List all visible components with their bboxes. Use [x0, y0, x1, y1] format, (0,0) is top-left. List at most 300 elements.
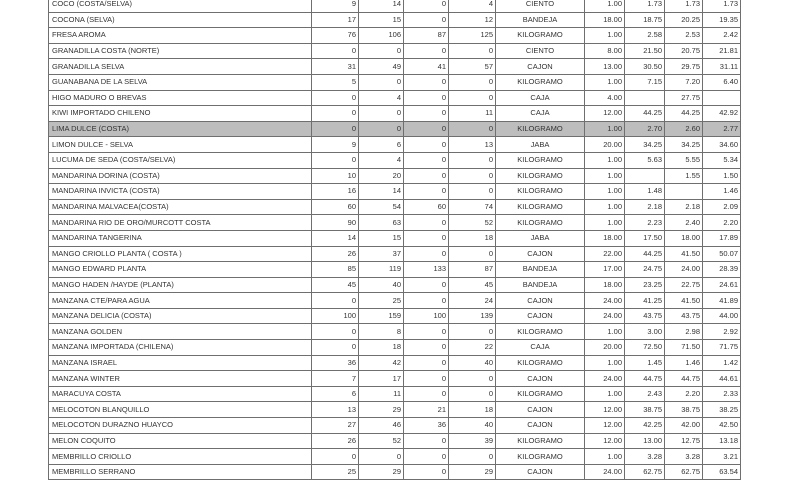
volume-cell-3: 0 — [404, 293, 449, 309]
volume-cell-4: 29 — [449, 464, 496, 480]
price-cell-2: 29.75 — [665, 59, 703, 75]
price-cell-1: 2.18 — [625, 199, 665, 215]
price-cell-1: 2.70 — [625, 121, 665, 137]
price-cell-3: 19.35 — [703, 12, 741, 28]
unit-cell: CAJON — [496, 402, 585, 418]
volume-cell-4: 40 — [449, 418, 496, 434]
volume-cell-3: 0 — [404, 246, 449, 262]
volume-cell-4: 0 — [449, 168, 496, 184]
volume-cell-2: 18 — [359, 340, 404, 356]
table-row — [49, 90, 741, 106]
price-cell-3: 41.89 — [703, 293, 741, 309]
volume-cell-1: 13 — [312, 402, 359, 418]
volume-cell-1: 36 — [312, 355, 359, 371]
table-row — [49, 74, 741, 90]
price-cell-3: 28.39 — [703, 262, 741, 278]
unit-cell: KILOGRAMO — [496, 74, 585, 90]
unit-cell: BANDEJA — [496, 277, 585, 293]
product-name-cell: LUCUMA DE SEDA (COSTA/SELVA) — [49, 152, 312, 168]
volume-cell-1: 16 — [312, 184, 359, 200]
volume-cell-1: 0 — [312, 90, 359, 106]
price-cell-2: 1.46 — [665, 355, 703, 371]
price-cell-1: 1.73 — [625, 0, 665, 12]
price-cell-1: 24.75 — [625, 262, 665, 278]
price-cell-3: 5.34 — [703, 152, 741, 168]
volume-cell-4: 139 — [449, 308, 496, 324]
price-cell-1: 44.75 — [625, 371, 665, 387]
volume-cell-4: 22 — [449, 340, 496, 356]
volume-cell-2: 29 — [359, 402, 404, 418]
volume-cell-2: 0 — [359, 74, 404, 90]
quantity-cell: 24.00 — [585, 293, 625, 309]
volume-cell-3: 0 — [404, 371, 449, 387]
quantity-cell: 20.00 — [585, 340, 625, 356]
volume-cell-1: 0 — [312, 449, 359, 465]
unit-cell: CIENTO — [496, 43, 585, 59]
volume-cell-2: 0 — [359, 449, 404, 465]
volume-cell-3: 0 — [404, 0, 449, 12]
price-cell-1: 62.75 — [625, 464, 665, 480]
table-row — [49, 449, 741, 465]
product-name-cell: MELOCOTON DURAZNO HUAYCO — [49, 418, 312, 434]
volume-cell-4: 13 — [449, 137, 496, 153]
price-cell-3: 44.00 — [703, 308, 741, 324]
price-cell-1: 21.50 — [625, 43, 665, 59]
price-cell-2: 20.75 — [665, 43, 703, 59]
quantity-cell: 1.00 — [585, 28, 625, 44]
volume-cell-1: 25 — [312, 464, 359, 480]
table-row — [49, 433, 741, 449]
unit-cell: CAJON — [496, 464, 585, 480]
price-cell-2: 2.40 — [665, 215, 703, 231]
volume-cell-3: 0 — [404, 168, 449, 184]
price-cell-2: 1.73 — [665, 0, 703, 12]
quantity-cell: 12.00 — [585, 402, 625, 418]
table-row — [49, 199, 741, 215]
volume-cell-4: 39 — [449, 433, 496, 449]
quantity-cell: 1.00 — [585, 152, 625, 168]
volume-cell-1: 14 — [312, 230, 359, 246]
volume-cell-2: 0 — [359, 121, 404, 137]
volume-cell-3: 0 — [404, 386, 449, 402]
product-name-cell: MANZANA ISRAEL — [49, 355, 312, 371]
price-cell-2: 2.20 — [665, 386, 703, 402]
price-cell-2: 44.25 — [665, 106, 703, 122]
price-cell-3: 24.61 — [703, 277, 741, 293]
volume-cell-4: 0 — [449, 74, 496, 90]
table-row — [49, 340, 741, 356]
table-row — [49, 386, 741, 402]
volume-cell-3: 0 — [404, 449, 449, 465]
unit-cell: BANDEJA — [496, 12, 585, 28]
product-name-cell: MANDARINA RIO DE ORO/MURCOTT COSTA — [49, 215, 312, 231]
volume-cell-1: 0 — [312, 106, 359, 122]
volume-cell-3: 100 — [404, 308, 449, 324]
table-row — [49, 371, 741, 387]
unit-cell: CAJA — [496, 90, 585, 106]
price-cell-2: 43.75 — [665, 308, 703, 324]
volume-cell-1: 60 — [312, 199, 359, 215]
price-cell-1: 44.25 — [625, 106, 665, 122]
volume-cell-1: 0 — [312, 293, 359, 309]
product-name-cell: MANDARINA INVICTA (COSTA) — [49, 184, 312, 200]
unit-cell: CAJON — [496, 418, 585, 434]
unit-cell: JABA — [496, 230, 585, 246]
table-row — [49, 355, 741, 371]
quantity-cell: 18.00 — [585, 230, 625, 246]
quantity-cell: 1.00 — [585, 168, 625, 184]
volume-cell-3: 0 — [404, 121, 449, 137]
volume-cell-3: 0 — [404, 106, 449, 122]
product-name-cell: MEMBRILLO SERRANO — [49, 464, 312, 480]
table-row — [49, 418, 741, 434]
unit-cell: CAJON — [496, 308, 585, 324]
volume-cell-2: 4 — [359, 90, 404, 106]
volume-cell-3: 36 — [404, 418, 449, 434]
volume-cell-2: 37 — [359, 246, 404, 262]
price-cell-1: 7.15 — [625, 74, 665, 90]
table-row — [49, 230, 741, 246]
unit-cell: KILOGRAMO — [496, 355, 585, 371]
price-cell-3: 1.73 — [703, 0, 741, 12]
product-name-cell: MANGO HADEN /HAYDE (PLANTA) — [49, 277, 312, 293]
price-cell-1: 42.25 — [625, 418, 665, 434]
volume-cell-1: 0 — [312, 121, 359, 137]
table-row — [49, 464, 741, 480]
quantity-cell: 1.00 — [585, 386, 625, 402]
volume-cell-1: 100 — [312, 308, 359, 324]
product-name-cell: LIMON DULCE - SELVA — [49, 137, 312, 153]
table-row — [49, 152, 741, 168]
volume-cell-3: 0 — [404, 230, 449, 246]
volume-cell-2: 52 — [359, 433, 404, 449]
table-row — [49, 246, 741, 262]
product-name-cell: MANZANA WINTER — [49, 371, 312, 387]
volume-cell-4: 0 — [449, 121, 496, 137]
volume-cell-3: 41 — [404, 59, 449, 75]
volume-cell-4: 0 — [449, 184, 496, 200]
quantity-cell: 24.00 — [585, 464, 625, 480]
price-cell-3: 21.81 — [703, 43, 741, 59]
price-cell-2: 1.55 — [665, 168, 703, 184]
table-row — [49, 121, 741, 137]
price-cell-2: 41.50 — [665, 293, 703, 309]
volume-cell-3: 21 — [404, 402, 449, 418]
volume-cell-3: 0 — [404, 43, 449, 59]
price-cell-2: 12.75 — [665, 433, 703, 449]
price-cell-1: 2.58 — [625, 28, 665, 44]
volume-cell-4: 40 — [449, 355, 496, 371]
price-cell-1: 13.00 — [625, 433, 665, 449]
price-cell-1: 41.25 — [625, 293, 665, 309]
quantity-cell: 20.00 — [585, 137, 625, 153]
price-cell-3: 31.11 — [703, 59, 741, 75]
volume-cell-1: 90 — [312, 215, 359, 231]
table-row — [49, 12, 741, 28]
volume-cell-1: 31 — [312, 59, 359, 75]
price-cell-2: 5.55 — [665, 152, 703, 168]
volume-cell-4: 0 — [449, 246, 496, 262]
volume-cell-4: 4 — [449, 0, 496, 12]
unit-cell: KILOGRAMO — [496, 168, 585, 184]
volume-cell-2: 25 — [359, 293, 404, 309]
price-cell-3: 50.07 — [703, 246, 741, 262]
volume-cell-2: 15 — [359, 12, 404, 28]
volume-cell-3: 133 — [404, 262, 449, 278]
price-cell-3: 6.40 — [703, 74, 741, 90]
volume-cell-4: 11 — [449, 106, 496, 122]
product-name-cell: MANZANA DELICIA (COSTA) — [49, 308, 312, 324]
product-name-cell: MANGO CRIOLLO PLANTA ( COSTA ) — [49, 246, 312, 262]
volume-cell-1: 26 — [312, 433, 359, 449]
volume-cell-4: 0 — [449, 324, 496, 340]
product-name-cell: COCONA (SELVA) — [49, 12, 312, 28]
table-row — [49, 43, 741, 59]
table-row — [49, 262, 741, 278]
price-cell-2: 22.75 — [665, 277, 703, 293]
volume-cell-2: 119 — [359, 262, 404, 278]
quantity-cell: 18.00 — [585, 277, 625, 293]
volume-cell-2: 8 — [359, 324, 404, 340]
price-cell-3: 17.89 — [703, 230, 741, 246]
price-cell-3: 13.18 — [703, 433, 741, 449]
quantity-cell: 17.00 — [585, 262, 625, 278]
price-cell-3: 2.09 — [703, 199, 741, 215]
price-cell-1: 5.63 — [625, 152, 665, 168]
product-name-cell: MANZANA CTE/PARA AGUA — [49, 293, 312, 309]
price-cell-3: 2.77 — [703, 121, 741, 137]
volume-cell-4: 125 — [449, 28, 496, 44]
price-cell-2: 18.00 — [665, 230, 703, 246]
volume-cell-4: 0 — [449, 43, 496, 59]
product-name-cell: GUANABANA DE LA SELVA — [49, 74, 312, 90]
product-name-cell: MANGO EDWARD PLANTA — [49, 262, 312, 278]
price-cell-3: 1.46 — [703, 184, 741, 200]
quantity-cell: 1.00 — [585, 355, 625, 371]
volume-cell-2: 54 — [359, 199, 404, 215]
quantity-cell: 8.00 — [585, 43, 625, 59]
volume-cell-4: 12 — [449, 12, 496, 28]
price-cell-3 — [703, 90, 741, 106]
volume-cell-2: 17 — [359, 371, 404, 387]
volume-cell-3: 0 — [404, 340, 449, 356]
volume-cell-1: 45 — [312, 277, 359, 293]
product-name-cell: COCO (COSTA/SELVA) — [49, 0, 312, 12]
table-row — [49, 402, 741, 418]
volume-cell-2: 159 — [359, 308, 404, 324]
product-name-cell: LIMA DULCE (COSTA) — [49, 121, 312, 137]
price-cell-2 — [665, 184, 703, 200]
volume-cell-3: 0 — [404, 12, 449, 28]
unit-cell: CAJON — [496, 246, 585, 262]
unit-cell: KILOGRAMO — [496, 386, 585, 402]
price-cell-1: 44.25 — [625, 246, 665, 262]
price-cell-1: 3.28 — [625, 449, 665, 465]
volume-cell-2: 63 — [359, 215, 404, 231]
volume-cell-1: 26 — [312, 246, 359, 262]
price-cell-1: 2.23 — [625, 215, 665, 231]
price-cell-3: 2.20 — [703, 215, 741, 231]
volume-cell-2: 106 — [359, 28, 404, 44]
volume-cell-2: 0 — [359, 106, 404, 122]
unit-cell: CAJA — [496, 106, 585, 122]
unit-cell: KILOGRAMO — [496, 199, 585, 215]
price-cell-2: 62.75 — [665, 464, 703, 480]
price-cell-2: 41.50 — [665, 246, 703, 262]
price-cell-1: 18.75 — [625, 12, 665, 28]
price-cell-3: 2.42 — [703, 28, 741, 44]
unit-cell: JABA — [496, 137, 585, 153]
volume-cell-4: 0 — [449, 371, 496, 387]
price-cell-1: 38.75 — [625, 402, 665, 418]
price-cell-1: 1.45 — [625, 355, 665, 371]
price-cell-3: 63.54 — [703, 464, 741, 480]
price-cell-1 — [625, 90, 665, 106]
price-cell-1: 2.43 — [625, 386, 665, 402]
volume-cell-4: 0 — [449, 152, 496, 168]
unit-cell: BANDEJA — [496, 262, 585, 278]
unit-cell: KILOGRAMO — [496, 121, 585, 137]
product-name-cell: GRANADILLA SELVA — [49, 59, 312, 75]
table-row — [49, 137, 741, 153]
volume-cell-3: 0 — [404, 215, 449, 231]
product-name-cell: MANZANA IMPORTADA (CHILENA) — [49, 340, 312, 356]
product-name-cell: MEMBRILLO CRIOLLO — [49, 449, 312, 465]
volume-cell-2: 6 — [359, 137, 404, 153]
price-cell-2: 24.00 — [665, 262, 703, 278]
volume-cell-2: 20 — [359, 168, 404, 184]
price-cell-2: 2.53 — [665, 28, 703, 44]
table-row — [49, 277, 741, 293]
volume-cell-1: 17 — [312, 12, 359, 28]
unit-cell: CAJON — [496, 371, 585, 387]
quantity-cell: 24.00 — [585, 371, 625, 387]
quantity-cell: 1.00 — [585, 184, 625, 200]
quantity-cell: 4.00 — [585, 90, 625, 106]
volume-cell-4: 52 — [449, 215, 496, 231]
unit-cell: KILOGRAMO — [496, 324, 585, 340]
volume-cell-2: 4 — [359, 152, 404, 168]
volume-cell-2: 11 — [359, 386, 404, 402]
price-cell-2: 2.98 — [665, 324, 703, 340]
volume-cell-1: 10 — [312, 168, 359, 184]
price-cell-1: 17.50 — [625, 230, 665, 246]
price-cell-3: 2.92 — [703, 324, 741, 340]
volume-cell-1: 9 — [312, 137, 359, 153]
quantity-cell: 12.00 — [585, 433, 625, 449]
table-row — [49, 308, 741, 324]
volume-cell-3: 60 — [404, 199, 449, 215]
unit-cell: KILOGRAMO — [496, 449, 585, 465]
product-name-cell: MANDARINA DORINA (COSTA) — [49, 168, 312, 184]
volume-cell-1: 0 — [312, 152, 359, 168]
product-name-cell: MARACUYA COSTA — [49, 386, 312, 402]
price-cell-2: 34.25 — [665, 137, 703, 153]
price-cell-3: 1.42 — [703, 355, 741, 371]
volume-cell-2: 14 — [359, 0, 404, 12]
quantity-cell: 13.00 — [585, 59, 625, 75]
price-cell-2: 71.50 — [665, 340, 703, 356]
product-name-cell: HIGO MADURO O BREVAS — [49, 90, 312, 106]
price-cell-3: 38.25 — [703, 402, 741, 418]
volume-cell-3: 87 — [404, 28, 449, 44]
volume-cell-4: 0 — [449, 449, 496, 465]
unit-cell: CAJON — [496, 293, 585, 309]
price-cell-3: 42.50 — [703, 418, 741, 434]
table-row — [49, 0, 741, 12]
volume-cell-3: 0 — [404, 74, 449, 90]
table-row — [49, 28, 741, 44]
table-row — [49, 168, 741, 184]
price-table — [48, 0, 741, 480]
quantity-cell: 22.00 — [585, 246, 625, 262]
quantity-cell: 1.00 — [585, 74, 625, 90]
price-cell-1: 1.48 — [625, 184, 665, 200]
price-cell-1 — [625, 168, 665, 184]
table-row — [49, 59, 741, 75]
unit-cell: KILOGRAMO — [496, 28, 585, 44]
volume-cell-3: 0 — [404, 464, 449, 480]
table-row — [49, 324, 741, 340]
volume-cell-3: 0 — [404, 324, 449, 340]
volume-cell-1: 5 — [312, 74, 359, 90]
quantity-cell: 1.00 — [585, 0, 625, 12]
unit-cell: KILOGRAMO — [496, 184, 585, 200]
table-row — [49, 184, 741, 200]
product-name-cell: MANDARINA MALVACEA(COSTA) — [49, 199, 312, 215]
volume-cell-1: 85 — [312, 262, 359, 278]
price-cell-3: 71.75 — [703, 340, 741, 356]
price-cell-1: 43.75 — [625, 308, 665, 324]
volume-cell-4: 45 — [449, 277, 496, 293]
quantity-cell: 1.00 — [585, 199, 625, 215]
price-cell-2: 42.00 — [665, 418, 703, 434]
price-cell-1: 72.50 — [625, 340, 665, 356]
volume-cell-4: 57 — [449, 59, 496, 75]
volume-cell-4: 0 — [449, 386, 496, 402]
product-name-cell: MANDARINA TANGERINA — [49, 230, 312, 246]
price-cell-2: 38.75 — [665, 402, 703, 418]
unit-cell: CAJA — [496, 340, 585, 356]
price-cell-1: 3.00 — [625, 324, 665, 340]
price-cell-2: 20.25 — [665, 12, 703, 28]
volume-cell-2: 15 — [359, 230, 404, 246]
price-cell-1: 23.25 — [625, 277, 665, 293]
price-cell-3: 1.50 — [703, 168, 741, 184]
quantity-cell: 18.00 — [585, 12, 625, 28]
volume-cell-4: 18 — [449, 230, 496, 246]
price-cell-3: 44.61 — [703, 371, 741, 387]
volume-cell-3: 0 — [404, 184, 449, 200]
quantity-cell: 1.00 — [585, 215, 625, 231]
volume-cell-1: 9 — [312, 0, 359, 12]
volume-cell-1: 0 — [312, 340, 359, 356]
unit-cell: KILOGRAMO — [496, 433, 585, 449]
volume-cell-2: 40 — [359, 277, 404, 293]
unit-cell: CIENTO — [496, 0, 585, 12]
unit-cell: CAJON — [496, 59, 585, 75]
volume-cell-2: 0 — [359, 43, 404, 59]
product-name-cell: MANZANA GOLDEN — [49, 324, 312, 340]
volume-cell-4: 24 — [449, 293, 496, 309]
volume-cell-3: 0 — [404, 433, 449, 449]
volume-cell-1: 76 — [312, 28, 359, 44]
price-cell-1: 34.25 — [625, 137, 665, 153]
volume-cell-1: 0 — [312, 324, 359, 340]
price-cell-3: 34.60 — [703, 137, 741, 153]
volume-cell-2: 14 — [359, 184, 404, 200]
volume-cell-4: 87 — [449, 262, 496, 278]
